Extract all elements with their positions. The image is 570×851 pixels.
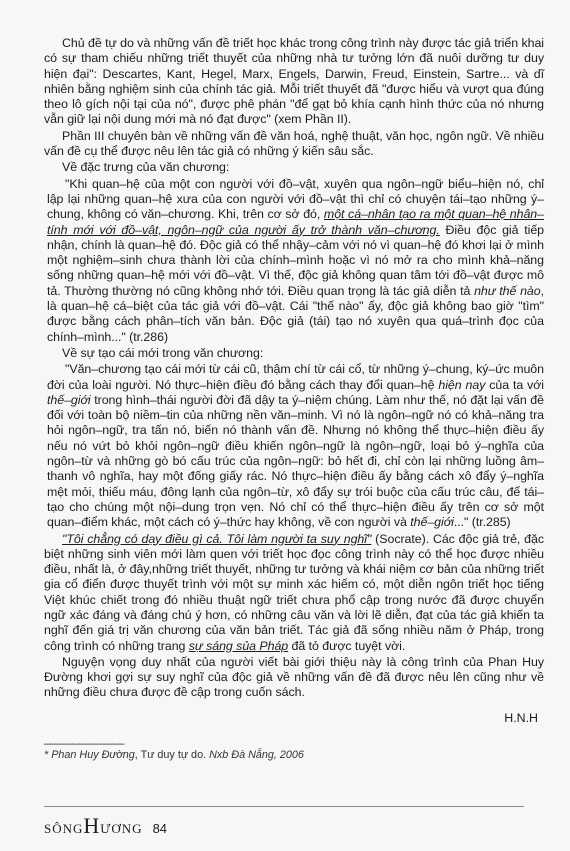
paragraph-literature-heading: Về đặc trưng của văn chương: — [62, 160, 230, 175]
page-number: 84 — [152, 821, 168, 836]
paragraph-part3: Phần III chuyên bàn về những vấn đề văn hoá, nghệ thuật, văn học, ngôn ngữ. Về nhiều vấn đề cụ thể được nêu lên tác giả có những ý kiến sâu sắc. — [44, 128, 544, 159]
footnote-rule: ______________ — [44, 730, 124, 745]
signature: H.N.H — [504, 710, 538, 725]
page-footer — [44, 806, 524, 839]
paragraph-socrate: "Tôi chẳng có dạy điều gì cả. Tôi làm người ta suy nghĩ" (Socrate). Các độc giả trẻ, đặc biệt những sinh viên mới làm quen với triết học đọc công trình này có thể học được nhiều điều, nhất là, ở đây,những triết thuyết, những tư tưởng và khái niệm cơ bản của những triết gia cổ điển được thuyết trình với một sự minh xác hiếm có, một diễn ngôn triết học tiếng Việt khúc chiết trong đó nhiều thuật ngữ triết chưa phổ cập trong nước đã được chuyển ngữ xác đáng và đáng chú ý hơn, có những câu văn và lời lẽ diễn, đạt của tác giả khiến ta nghĩ đến giá trị văn chương của văn bản triết. Tác giả đã sống nhiều năm ở Pháp, trong công trình có những trang sự sáng sủa Pháp đã tỏ được tuyệt vời. — [44, 531, 544, 653]
footnote: * Phan Huy Đường, Tư duy tự do. Nxb Đà Nẵng, 2006 — [44, 748, 304, 761]
magazine-logo: SÔNGHƯƠNG — [44, 813, 143, 838]
paragraph-new-creation-heading: Về sự tạo cái mới trong văn chương: — [62, 345, 264, 360]
quote-new-creation: "Văn–chương tạo cái mới từ cái cũ, thậm chí từ cái cổ, từ những ý–chung, ký–ức muôn đời của loài người. Nó thực–hiện điều đó bằng cách thay đổi quan–hệ hiện nay của ta với thế–giới trong hình–thái người đời đã dậy ta ý–niệm chúng. Làm như thế, nó đặt lại vấn đề đối với toàn bộ niềm–tin của những nền văn–minh. Vì nó là ngôn–ngữ nó có khả–năng tra hỏi ngôn–ngữ, tra tấn nó, biến nó thành vấn đề. Nhưng nó không thể thực–hiện điều ấy nếu nó vứt bỏ khỏi ngôn–ngữ điều khiến ngôn–ngữ là ngôn–ngữ, loại bỏ ý–nghĩa của ngôn–từ và những gò bó cấu trúc của ngôn–ngữ: bỏ hết đi, chỉ còn lại những luồng âm–thanh vô nghĩa, hay một đống giấy rác. Nó thực–hiện điều ấy bằng cách xô đẩy ý–nghĩa mệt mỏi, thiếu máu, đông lạnh của ngôn–từ, xô đẩy sự trói buộc của cấu trúc câu, để tái–tạo cho chúng một nội–dung trọn vẹn. Nó chỉ có thể thực–hiện điều ấy trên cơ sở một quan–điểm khác, một cách có ý–thức hay không, về con người và thế–giới..." (tr.285) — [47, 362, 545, 530]
paragraph-intro: Chủ đề tự do và những vấn đề triết học khác trong công trình này được tác giả triển khai có sự tham chiếu những triết thuyết của những nhà tư tưởng lớn đã nuôi dưỡng tư duy hiện đại": Descartes, Kant, Hegel, Marx, Engels, Darwin, Freud, Einstein, Sartre... và dĩ nhiên bằng nghiệm sinh của chính tác giả. Mỗi triết thuyết đã "được hiểu và vượt qua đúng theo lô gích nội tại của nó", được phê phán "để gạt bỏ khía cạnh hình thức của nó nhưng vẫn giữ lại nội dung mới mà nó đạt được" (xem Phần II). — [44, 36, 544, 127]
paragraph-conclusion: Nguyện vọng duy nhất của người viết bài giới thiệu này là công trình của Phan Huy Đường khơi gợi sự suy nghĩ của độc giả về những vấn đề đã được nêu lên cũng như về những điều chưa được đề cập trong cuốn sách. — [44, 654, 544, 700]
article-body — [44, 36, 544, 761]
quote-literature: "Khi quan–hệ của một con người với đồ–vật, xuyên qua ngôn–ngữ biểu–hiện nó, chỉ lập lại những quan–hệ xưa của con người với đồ–vật thì chỉ có chuyện tái–tạo những ý–chung, không có văn–chương. Khi, trên cơ sở đó, một cá–nhân tạo ra một quan–hệ nhân–tính mới với đồ–vật, ngôn–ngữ của người ấy trở thành văn–chương. Điều độc giả tiếp nhận, chính là quan–hệ đó. Độc giả có thể nhậy–cảm với nó vì quan–hệ đó khơi lại ở mình một nghiệm–sinh chưa thành lời của chính–mình hoặc vì nó mở ra cho mình khả–năng sống những quan–hệ mới với đồ–vật. Vì thế, độc giả không quan tâm tới đồ–vật được mô tả. Thường thường nó cũng không nhớ tới. Điều quan trọng là tác giả diễn tả như thế nào, là quan–hệ cá–biệt của tác giả với đồ–vật. Cái "thế nào" ấy, độc giả không bao giờ "tìm" được bằng cách phân–tích văn bản. Độc giả (tái) tạo nó xuyên qua quá–trình đọc của chính–mình..." (tr.286) — [47, 176, 545, 344]
